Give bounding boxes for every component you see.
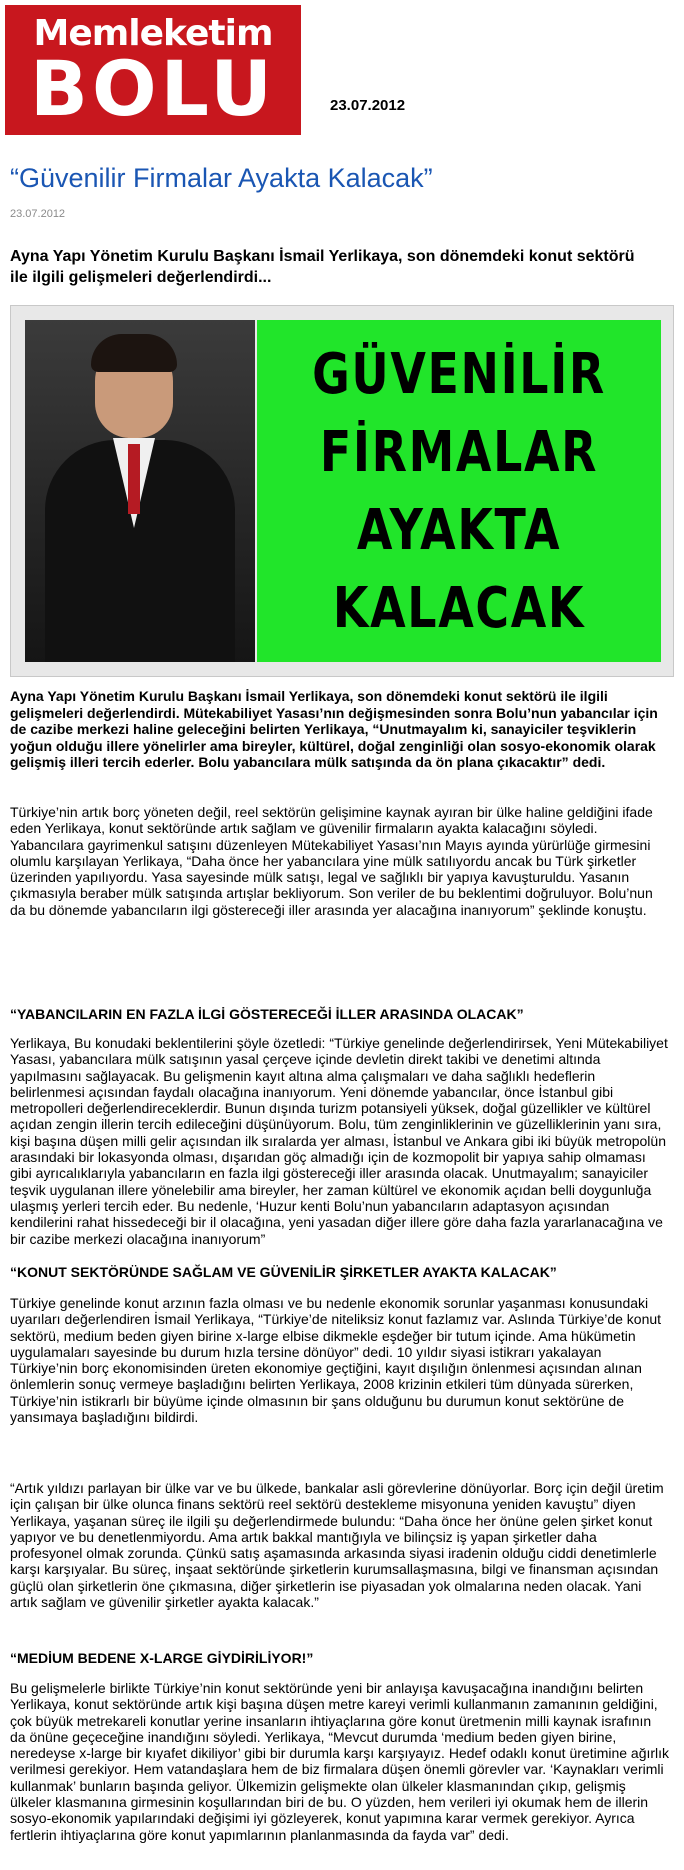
article-lead: Ayna Yapı Yönetim Kurulu Başkanı İsmail Yerlikaya, son dönemdeki konut sektörü ile ilgili gelişmeleri değerlendirdi... — [10, 248, 635, 286]
article-title: “Güvenilir Firmalar Ayakta Kalacak” — [10, 163, 433, 193]
section-heading-1: “YABANCILARIN EN FAZLA İLGİ GÖSTERECEĞİ İLLER ARASINDA OLACAK” — [10, 1006, 524, 1022]
article-image — [10, 305, 674, 677]
image-text-line-3: AYAKTA — [356, 498, 562, 563]
portrait-photo — [25, 320, 255, 662]
image-text-line-2: FİRMALAR — [319, 420, 599, 485]
image-text-line-4: KALACAK — [332, 576, 586, 641]
site-logo[interactable] — [5, 5, 301, 135]
article-paragraph-4: “Artık yıldızı parlayan bir ülke var ve bu ülkede, bankalar asli görevlerine dönüyorlar. Borç için değil üretim için çalışan bir ülke olunca finans sektörü reel sektörü destekleme misyonuna yeniden kavuştu” diyen Yerlikaya, yaşanan süreç ile ilgili şu değerlendirmede bulundu: “Daha önce her önüne gelen şirket konut yapıyor ve bu denetlenmiyordu. Ama artık bakkal mantığıyla ve bilinçsiz iş yapan şirketler daha profesyonel olmak zorunda. Çünkü satış aşamasında arkasında siyasi iradenin olduğu ciddi denetimlerle karşı karşıyalar. Bu süreç, inşaat sektöründe şirketlerin kurumsallaşmasına, bilgi ve finansman açısından güçlü olan şirketlerin öne çıkmasına, diğer şirketlerin ise piyasadan yok olmalarına neden olacak. Yani artık sağlam ve güvenilir şirketler ayakta kalacak.” — [10, 1480, 664, 1611]
article-date: 23.07.2012 — [10, 208, 66, 220]
image-headline-panel — [257, 320, 661, 662]
section-heading-3: “MEDİUM BEDENE X-LARGE GİYDİRİLİYOR!” — [10, 1650, 314, 1666]
article-paragraph-3: Türkiye genelinde konut arzının fazla olması ve bu nedenle ekonomik sorunlar yaşanması konusundaki uyarıları değerlendiren İsmail Yerlikaya, “Türkiye’de niteliksiz konut fazlamız var. Aslında Türkiye’de konut sektörü, medium beden giyen birine x-large elbise dikmekle eşdeğer bir tutum içinde. Ama hükümetin uygulamaları sayesinde bu durum hızla tersine dönüyor” dedi. 10 yıldır siyasi istikrarı yakalayan Türkiye’nin borç ekonomisinden üreten ekonomiye geçtiğini, kayıt dışılığın önlenmesi açısından alınan önlemlerin sonuç vermeye başladığını belirten Yerlikaya, 2008 krizinin etkileri tüm dünyada sürerken, Türkiye’nin istikrarlı bir büyüme içinde olmasının bir şans olduğunu bu durumun konut sektörüne de yansımaya başladığını bildirdi. — [10, 1295, 662, 1426]
article-paragraph-2: Yerlikaya, Bu konudaki beklentilerini şöyle özetledi: “Türkiye genelinde değerlendirirsek, Yeni Mütekabiliyet Yasası, yabancılara mülk satışının yasal çerçeve içinde devletin direkt takibi ve denetimi altında yapılmasını sağlayacak. Bu gelişmenin kayıt altına alma çalışmaları ve daha sağlıklı hedeflerin belirlenmesi açısından faydalı olacağına inanıyorum. Yeni dönemde yabancılar, önce İstanbul gibi metropolleri değerlendireceklerdir. Bunun dışında turizm potansiyeli yüksek, doğal güzellikler ve kültürel açıdan zengin illerin tercih edileceğini düşünüyorum. Bolu, tüm zenginliklerinin ve güzelliklerinin yanı sıra, kişi başına düşen milli gelir açısından ilk sıralarda yer alması, İstanbul ve Ankara gibi iki büyük metropolün arasındaki bir lokasyonda olması, dışarıdan göç almadığı için de kozmopolit bir yapıya sahip olmaması gibi ayrıcalıklarıyla yabancıların en fazla ilgi göstereceği iller arasında olacak. Unutmayalım; sanayiciler teşvik uygulanan illere yönelebilir ama bireyler, her zaman kültürel ve ekonomik açıdan belli doygunluğa ulaşmış yerleri tercih eder. Bu nedenle, ‘Huzur kenti Bolu’nun yabancıların adaptasyon açısından kendilerini rahat hissedeceği bir il olacağına, yeni yasadan diğer illere göre daha fazla yararlanacağına ve bir cazibe merkezi olacağına inanıyorum” — [10, 1035, 668, 1247]
article-intro: Ayna Yapı Yönetim Kurulu Başkanı İsmail Yerlikaya, son dönemdeki konut sektörü ile ilgili gelişmeleri değerlendirdi. Mütekabiliyet Yasası’nın değişmesinden sonra Bolu’nun yabancılar için de cazibe merkezi haline geleceğini belirten Yerlikaya, “Unutmayalım ki, sanayiciler teşviklerin yoğun olduğu illere yönelirler ama bireyler, kültürel, doğal zenginliği olan sosyo-ekonomik olarak gelişmiş illeri tercih ederler. Bolu yabancılara mülk satışında da ön plana çıkacaktır” dedi. — [10, 688, 658, 770]
logo-top-text: Memleketim — [33, 13, 273, 54]
article-paragraph-5: Bu gelişmelerle birlikte Türkiye’nin konut sektöründe yeni bir anlayışa kavuşacağına inandığını belirten Yerlikaya, konut sektöründe artık kişi başına düşen metre kareyi verimli kullanmanın zamanının geldiğini, çok büyük metrekareli konutlar yerine insanların ihtiyaçlarına göre konut üretmenin milli kaynak israfının da önüne geçeceğine inandığını söyledi. Yerlikaya, “Mevcut durumda ‘medium beden giyen birine, neredeyse x-large bir kıyafet dikiliyor’ gibi bir durumla karşı karşıyayız. Hedef odaklı konut üretimine ağırlık verilmesi gerekiyor. Hem vatandaşlara hem de biz firmalara düşen önemli görevler var. ‘Kaynakları verimli kullanmak’ bunların başında geliyor. Ülkemizin gelişmekte olan ülkeler klasmanından çıkıp, gelişmiş ülkeler klasmanına girmesinin koşullarından biri de bu. O yüzden, hem verileri iyi okumak hem de illerin sosyo-ekonomik yapılarındaki değişimi iyi gözleyerek, konut yapımına karar vermek gerekiyor. Ayrıca fertlerin ihtiyaçlarına göre konut yapımlarının planlanmasında da fayda var” dedi. — [10, 1680, 670, 1843]
section-heading-2: “KONUT SEKTÖRÜNDE SAĞLAM VE GÜVENİLİR ŞİRKETLER AYAKTA KALACAK” — [10, 1264, 557, 1280]
portrait-tie — [128, 444, 140, 514]
image-text-line-1: GÜVENİLİR — [312, 342, 606, 407]
header-date: 23.07.2012 — [330, 97, 406, 114]
portrait-hair — [91, 334, 177, 372]
article-paragraph-1: Türkiye’nin artık borç yöneten değil, reel sektörün gelişimine kaynak ayıran bir ülke haline geldiğini ifade eden Yerlikaya, konut sektöründe artık sağlam ve güvenilir firmaların ayakta kalacağını söyledi. Yabancılara gayrimenkul satışını düzenleyen Mütekabiliyet Yasası’nın Mayıs ayında yürürlüğe girmesini olumlu karşılayan Yerlikaya, “Daha önce her yabancılara yine mülk satılıyordu ancak bu Türk şirketler üzerinden yapılıyordu. Yasa sayesinde mülk satışı, legal ve sağlıklı bir yapıya kavuşturuldu. Yasanın çıkmasıyla beraber mülk satışında artışlar bekliyorum. Son veriler de bu beklentimi doğruluyor. Bolu’nun da bu dönemde yabancıların ilgi göstereceği iller arasında yer alacağına inanıyorum” şeklinde konuştu. — [10, 804, 653, 918]
logo-bottom-text: BOLU — [30, 44, 276, 133]
